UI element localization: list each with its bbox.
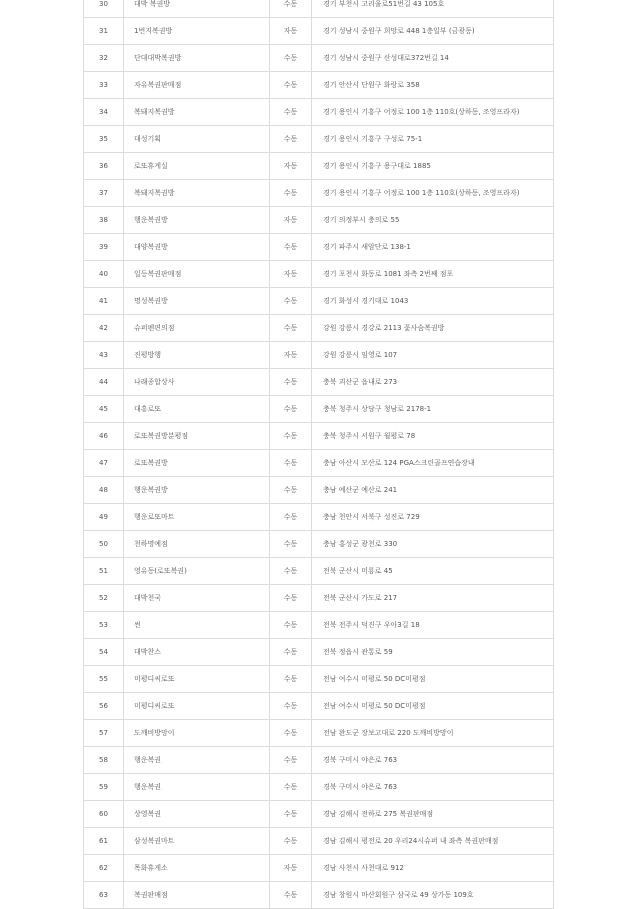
table-row [84,261,554,288]
row-number: 32 [84,45,124,72]
store-name: 슈퍼펜편의점 [124,315,270,342]
table-row [84,828,554,855]
table-row [84,45,554,72]
store-name: 단대대박복권방 [124,45,270,72]
purchase-type: 수동 [270,477,312,504]
table-row [84,612,554,639]
store-address: 충남 홍성군 광천로 330 [312,531,554,558]
table-row [84,774,554,801]
row-number: 34 [84,99,124,126]
store-address: 전북 군산시 가도로 217 [312,585,554,612]
purchase-type: 수동 [270,828,312,855]
store-name: 상영복권 [124,801,270,828]
store-address: 경남 김해시 평전로 20 우리24시슈퍼 내 좌측 복권판매점 [312,828,554,855]
purchase-type: 수동 [270,369,312,396]
row-number: 57 [84,720,124,747]
row-number: 54 [84,639,124,666]
purchase-type: 자동 [270,207,312,234]
store-name: 1번지복권방 [124,18,270,45]
store-name: 복돼지복권방 [124,180,270,207]
table-row [84,0,554,18]
store-address: 경기 용인시 기흥구 어정로 100 1층 110호(상하동, 조영프라자) [312,99,554,126]
purchase-type: 수동 [270,99,312,126]
table-row [84,315,554,342]
purchase-type: 수동 [270,72,312,99]
store-name: 나래종합상사 [124,369,270,396]
purchase-type: 수동 [270,774,312,801]
row-number: 40 [84,261,124,288]
store-address: 경남 김해시 전하로 275 복권판매점 [312,801,554,828]
store-address: 경기 용인시 기흥구 용구대로 1885 [312,153,554,180]
table-row [84,153,554,180]
store-address: 경북 구미시 야은로 763 [312,747,554,774]
purchase-type: 수동 [270,423,312,450]
table-row [84,504,554,531]
store-address: 경기 파주시 새암단로 138-1 [312,234,554,261]
table-row [84,801,554,828]
table-row [84,18,554,45]
store-address: 강원 강릉시 임영로 107 [312,342,554,369]
purchase-type: 수동 [270,585,312,612]
purchase-type: 수동 [270,882,312,909]
row-number: 60 [84,801,124,828]
store-address: 충남 예산군 예산로 241 [312,477,554,504]
row-number: 30 [84,0,124,18]
table-row [84,396,554,423]
purchase-type: 수동 [270,693,312,720]
row-number: 58 [84,747,124,774]
row-number: 47 [84,450,124,477]
store-name: 영유동(로또복권) [124,558,270,585]
store-address: 충북 청주시 서원구 월평로 78 [312,423,554,450]
store-address: 경남 사천시 사천대로 912 [312,855,554,882]
table-row [84,639,554,666]
table-row [84,72,554,99]
table-row [84,180,554,207]
store-address: 강원 강릉시 경강로 2113 꽃사슴복권방 [312,315,554,342]
purchase-type: 수동 [270,666,312,693]
row-number: 31 [84,18,124,45]
row-number: 61 [84,828,124,855]
store-address: 충남 아산시 모산로 124 PGA스크린골프연습장내 [312,450,554,477]
row-number: 42 [84,315,124,342]
row-number: 38 [84,207,124,234]
table-row [84,720,554,747]
store-name: 대박 복권방 [124,0,270,18]
purchase-type: 자동 [270,153,312,180]
table-row [84,747,554,774]
store-address: 경북 구미시 야은로 763 [312,774,554,801]
row-number: 41 [84,288,124,315]
table-row [84,288,554,315]
store-name: 진평방행 [124,342,270,369]
row-number: 51 [84,558,124,585]
store-address: 전북 정읍시 관통로 59 [312,639,554,666]
purchase-type: 수동 [270,396,312,423]
store-name: 행운복권 [124,774,270,801]
table-row [84,234,554,261]
row-number: 44 [84,369,124,396]
row-number: 43 [84,342,124,369]
store-address: 경기 화성시 경기대로 1043 [312,288,554,315]
store-address: 경기 포천시 화동로 1081 좌측 2번째 점포 [312,261,554,288]
store-address: 전남 여수시 미평로 50 DC미평점 [312,693,554,720]
purchase-type: 수동 [270,234,312,261]
store-address: 경기 성남시 중원구 희망로 448 1층일부 (금광동) [312,18,554,45]
winning-stores-table [83,0,554,909]
store-address: 충북 청주시 상당구 청남로 2178-1 [312,396,554,423]
purchase-type: 자동 [270,855,312,882]
row-number: 55 [84,666,124,693]
purchase-type: 수동 [270,801,312,828]
table-row [84,207,554,234]
store-name: 대성기획 [124,126,270,153]
row-number: 56 [84,693,124,720]
row-number: 45 [84,396,124,423]
purchase-type: 자동 [270,261,312,288]
purchase-type: 수동 [270,612,312,639]
store-address: 경기 안산시 단원구 화랑로 358 [312,72,554,99]
table-row [84,450,554,477]
store-name: 명성복권방 [124,288,270,315]
store-name: 행운로또마트 [124,504,270,531]
purchase-type: 수동 [270,504,312,531]
row-number: 63 [84,882,124,909]
store-address: 경기 성남시 중원구 산성대로372번길 14 [312,45,554,72]
row-number: 36 [84,153,124,180]
table-row [84,99,554,126]
row-number: 39 [84,234,124,261]
row-number: 46 [84,423,124,450]
table-row [84,585,554,612]
row-number: 35 [84,126,124,153]
table-row [84,342,554,369]
purchase-type: 수동 [270,45,312,72]
purchase-type: 수동 [270,747,312,774]
store-name: 대박천국 [124,585,270,612]
table-body [84,0,554,909]
row-number: 52 [84,585,124,612]
purchase-type: 자동 [270,342,312,369]
store-address: 전남 완도군 장보고대로 220 도깨비방망이 [312,720,554,747]
row-number: 62 [84,855,124,882]
row-number: 53 [84,612,124,639]
store-name: 대박찬스 [124,639,270,666]
table-row [84,855,554,882]
store-name: 미평디씨로또 [124,693,270,720]
store-address: 경남 창원시 마산회원구 삼국로 49 상가동 109호 [312,882,554,909]
purchase-type: 수동 [270,0,312,18]
store-name: 행운복권방 [124,207,270,234]
store-name: 행운복권 [124,747,270,774]
store-name: 로또복권방 [124,450,270,477]
store-name: 자유복권판매점 [124,72,270,99]
store-name: 행운복권방 [124,477,270,504]
store-name: 일등복권판매점 [124,261,270,288]
table-row [84,369,554,396]
store-name: 로또복권방분평점 [124,423,270,450]
purchase-type: 수동 [270,450,312,477]
purchase-type: 수동 [270,126,312,153]
table-row [84,882,554,909]
store-name: 대양복권방 [124,234,270,261]
store-name: 로또휴게실 [124,153,270,180]
table-row [84,666,554,693]
store-address: 전북 군산시 미룡로 45 [312,558,554,585]
store-address: 충북 괴산군 읍내로 273 [312,369,554,396]
store-address: 경기 용인시 기흥구 구성로 75-1 [312,126,554,153]
store-address: 전남 여수시 미평로 50 DC미평점 [312,666,554,693]
store-name: 썬 [124,612,270,639]
purchase-type: 자동 [270,18,312,45]
store-address: 경기 부천시 고리울로51번길 43 105호 [312,0,554,18]
stores-table [83,0,554,909]
store-name: 대흥로또 [124,396,270,423]
row-number: 37 [84,180,124,207]
purchase-type: 수동 [270,720,312,747]
table-row [84,423,554,450]
row-number: 33 [84,72,124,99]
row-number: 48 [84,477,124,504]
row-number: 49 [84,504,124,531]
row-number: 59 [84,774,124,801]
store-name: 삼성복권마트 [124,828,270,855]
table-row [84,558,554,585]
store-name: 목화휴게소 [124,855,270,882]
store-address: 충남 천안시 서북구 성진로 729 [312,504,554,531]
store-name: 천하명예점 [124,531,270,558]
table-row [84,531,554,558]
store-name: 미평디씨로또 [124,666,270,693]
purchase-type: 수동 [270,531,312,558]
purchase-type: 수동 [270,288,312,315]
purchase-type: 수동 [270,180,312,207]
store-address: 전북 전주시 덕진구 우아3길 18 [312,612,554,639]
store-address: 경기 의정부시 충의로 55 [312,207,554,234]
store-name: 복돼지복권방 [124,99,270,126]
row-number: 50 [84,531,124,558]
purchase-type: 수동 [270,558,312,585]
store-name: 도깨비방망이 [124,720,270,747]
table-row [84,126,554,153]
table-row [84,477,554,504]
table-row [84,693,554,720]
store-name: 복권판매점 [124,882,270,909]
purchase-type: 수동 [270,639,312,666]
purchase-type: 수동 [270,315,312,342]
store-address: 경기 용인시 기흥구 어정로 100 1층 110호(상하동, 조영프라자) [312,180,554,207]
